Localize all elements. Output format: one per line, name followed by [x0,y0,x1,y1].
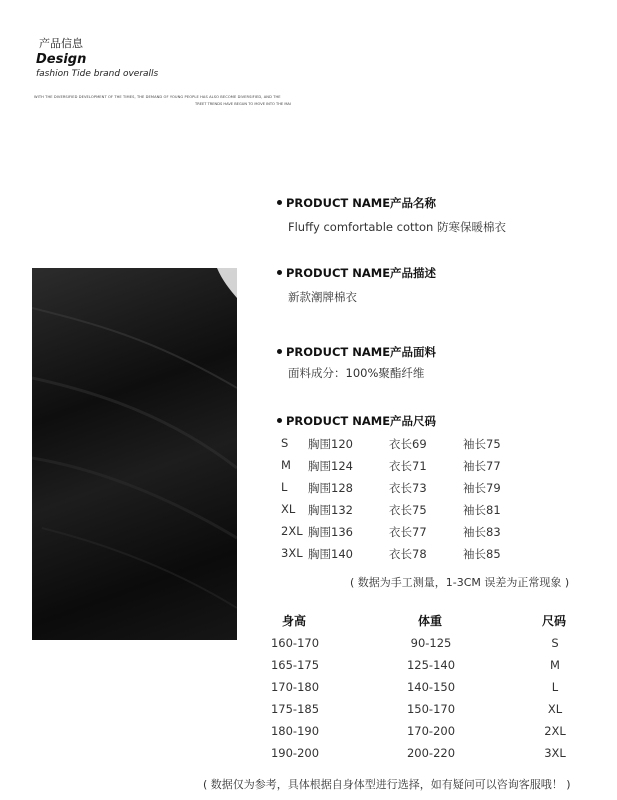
weight-range: 90-125 [410,636,452,650]
product-fabric-title: PRODUCT NAME产品面料 [277,344,436,360]
height-range: 190-200 [270,746,320,760]
length-value: 衣长73 [389,481,427,495]
height-range: 165-175 [270,658,320,672]
height-range: 180-190 [270,724,320,738]
section-title-cn: 产品信息 [39,37,83,50]
bullet-icon [277,200,282,205]
size-label: XL [281,502,296,516]
recommended-size: XL [547,702,563,716]
weight-range: 140-150 [406,680,456,694]
recommended-size: S [551,636,559,650]
bullet-icon [277,270,282,275]
section-subtitle: fashion Tide brand overalls [36,69,159,79]
size-header: 尺码 [542,614,567,628]
weight-range: 200-220 [406,746,456,760]
size-row [281,458,521,476]
chest-value: 胸围128 [308,481,353,495]
chest-value: 胸围132 [308,503,353,517]
length-value: 衣长75 [389,503,427,517]
size-label: M [281,458,291,472]
length-value: 衣长69 [389,437,427,451]
product-size-title: PRODUCT NAME产品尺码 [277,413,436,429]
sleeve-value: 袖长85 [463,547,501,561]
recommended-size: L [551,680,559,694]
measurement-note: ( 数据为手工测量，1-3CM 误差为正常现象 ) [350,576,570,589]
height-range: 160-170 [270,636,320,650]
weight-range: 125-140 [406,658,456,672]
sleeve-value: 袖长83 [463,525,501,539]
product-desc-value: 新款潮牌棉衣 [288,290,357,304]
length-value: 衣长78 [389,547,427,561]
weight-range: 150-170 [406,702,456,716]
recommended-size: M [550,658,560,672]
size-label: S [281,436,289,450]
recommend-row [240,658,617,678]
reference-note: ( 数据仅为参考，具体根据自身体型进行选择，如有疑问可以咨询客服哦！ ) [203,778,571,791]
intro-text-line1: WITH THE DIVERSIFIED DEVELOPMENT OF THE TIMES, THE DEMAND OF YOUNG PEOPLE HAS ALSO BECOME DIVERSIFIED, AND THE [34,95,281,99]
recommend-row [240,680,617,700]
recommend-row [240,702,617,722]
height-header: 身高 [282,614,307,628]
product-name-title: PRODUCT NAME产品名称 [277,195,436,211]
sleeve-value: 袖长79 [463,481,501,495]
sleeve-value: 袖长77 [463,459,501,473]
recommend-row [240,724,617,744]
product-fabric-value: 面料成分：100%聚酯纤维 [288,366,425,380]
weight-range: 170-200 [406,724,456,738]
section-title-design: Design [36,52,87,67]
length-value: 衣长77 [389,525,427,539]
recommended-size: 2XL [544,724,566,738]
product-desc-title: PRODUCT NAME产品描述 [277,265,436,281]
chest-value: 胸围136 [308,525,353,539]
recommend-row [240,746,617,766]
length-value: 衣长71 [389,459,427,473]
chest-value: 胸围140 [308,547,353,561]
size-label: L [281,480,288,494]
product-name-value: Fluffy comfortable cotton 防寒保暖棉衣 [288,220,506,234]
recommend-row [240,636,617,656]
recommended-size: 3XL [544,746,566,760]
height-range: 175-185 [270,702,320,716]
sleeve-value: 袖长75 [463,437,501,451]
height-range: 170-180 [270,680,320,694]
bullet-icon [277,349,282,354]
size-label: 2XL [281,524,303,538]
chest-value: 胸围120 [308,437,353,451]
bullet-icon [277,418,282,423]
weight-header: 体重 [418,614,443,628]
product-fabric-photo [32,268,237,640]
size-row [281,480,521,498]
size-row [281,436,521,454]
intro-text-line2: TREET TRENDS HAVE BEGUN TO MOVE INTO THE MAI [195,102,291,106]
size-row [281,546,521,564]
size-label: 3XL [281,546,303,560]
sleeve-value: 袖长81 [463,503,501,517]
size-row [281,524,521,542]
chest-value: 胸围124 [308,459,353,473]
size-row [281,502,521,520]
